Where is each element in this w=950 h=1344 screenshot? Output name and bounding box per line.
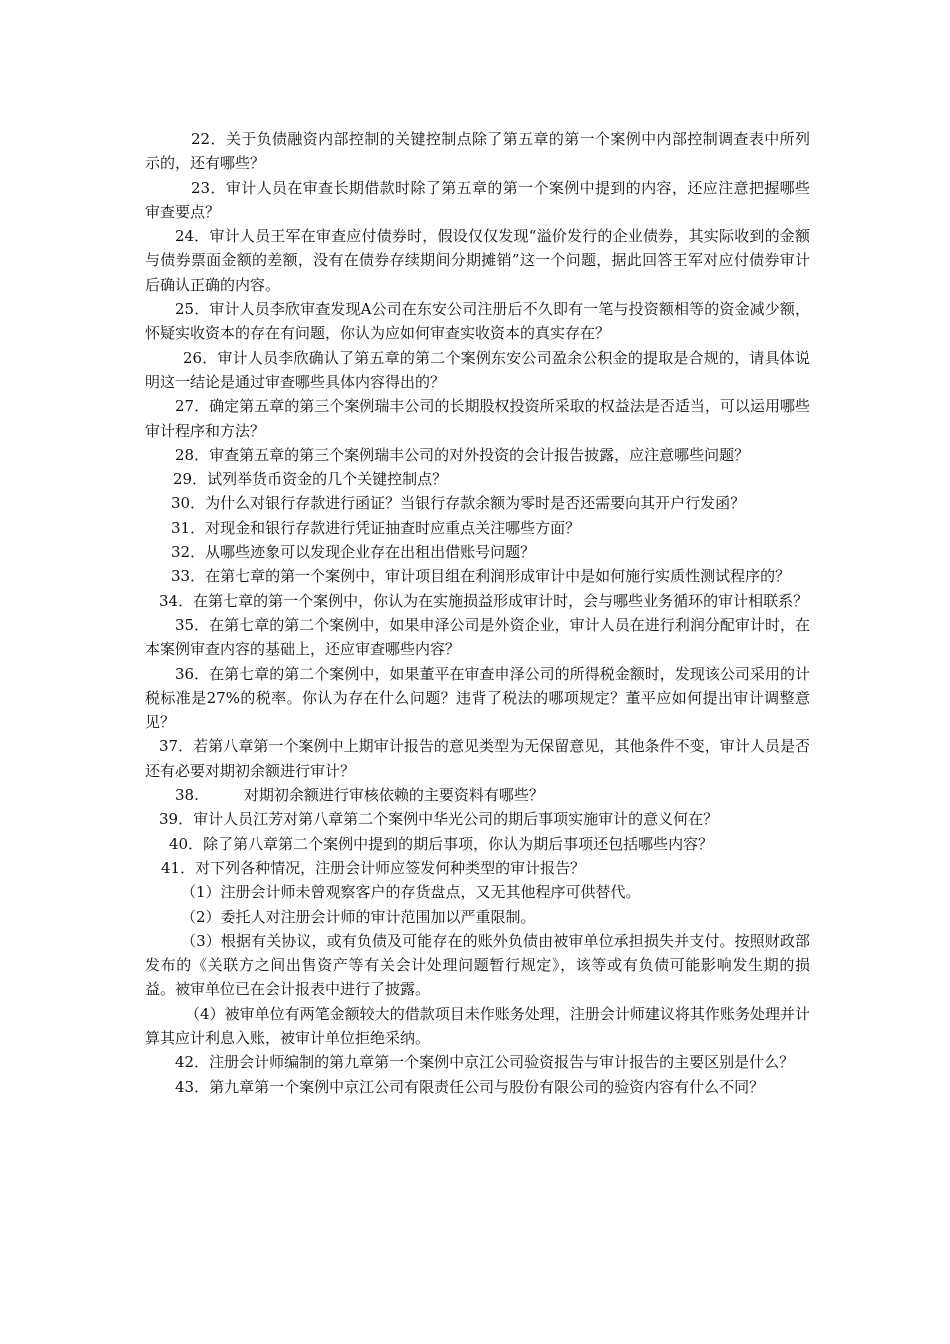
question-paragraph: 40．除了第八章第二个案例中提到的期后事项，你认为期后事项还包括哪些内容？	[169, 834, 714, 853]
question-paragraph: （2）委托人对注册会计师的审计范围加以严重限制。	[181, 907, 536, 926]
question-paragraph: 42．注册会计师编制的第九章第一个案例中京江公司验资报告与审计报告的主要区别是什么？	[175, 1053, 795, 1072]
question-paragraph: 37．若第八章第一个案例中上期审计报告的意见类型为无保留意见，其他条件不变，审计人员是否还有必要对期初余额进行审计？	[145, 737, 810, 780]
question-paragraph: 39．审计人员江芳对第八章第二个案例中华光公司的期后事项实施审计的意义何在？	[159, 810, 719, 829]
question-paragraph: 28．审查第五章的第三个案例瑞丰公司的对外投资的会计报告披露，应注意哪些问题？	[175, 445, 750, 464]
question-paragraph: 34．在第七章的第一个案例中，你认为在实施损益形成审计时，会与哪些业务循环的审计相联系？	[159, 591, 809, 610]
question-paragraph: 24．审计人员王军在审查应付债券时，假设仅仅发现“溢价发行的企业债券，其实际收到的金额与债券票面金额的差额，没有在债券存续期间分期摊销”这一个问题，据此回答王军对应付债券审计后确认正确的内容。	[145, 227, 810, 294]
document-body	[145, 127, 810, 1099]
question-paragraph: 25．审计人员李欣审查发现A公司在东安公司注册后不久即有一笔与投资额相等的资金减少额，怀疑实收资本的存在有问题，你认为应如何审查实收资本的真实存在？	[145, 300, 810, 343]
question-paragraph: 30．为什么对银行存款进行函证？当银行存款余额为零时是否还需要向其开户行发函？	[171, 494, 746, 513]
question-paragraph: 26．审计人员李欣确认了第五章的第二个案例东安公司盈余公积金的提取是合规的，请具体说明这一结论是通过审查哪些具体内容得出的？	[145, 348, 810, 391]
question-paragraph: （3）根据有关协议，或有负债及可能存在的账外负债由被审单位承担损失并支付。按照财政部发布的《关联方之间出售资产等有关会计处理问题暂行规定》，该等或有负债可能影响发生期的损益。被审单位已在会计报表中进行了披露。	[145, 931, 810, 999]
question-paragraph: 33．在第七章的第一个案例中，审计项目组在利润形成审计中是如何施行实质性测试程序的？	[171, 567, 791, 586]
question-paragraph: （4）被审单位有两笔金额较大的借款项目未作账务处理，注册会计师建议将其作账务处理并计算其应计利息入账，被审计单位拒绝采纳。	[145, 1004, 810, 1047]
question-paragraph: 27．确定第五章的第三个案例瑞丰公司的长期股权投资所采取的权益法是否适当，可以运用哪些审计程序和方法？	[145, 397, 810, 440]
question-paragraph: 36．在第七章的第二个案例中，如果董平在审查申泽公司的所得税金额时，发现该公司采用的计税标准是27%的税率。你认为存在什么问题？违背了税法的哪项规定？董平应如何提出审计调整意见？	[145, 664, 810, 732]
question-paragraph: 35．在第七章的第二个案例中，如果申泽公司是外资企业，审计人员在进行利润分配审计时，在本案例审查内容的基础上，还应审查哪些内容？	[145, 615, 810, 659]
question-paragraph: 32．从哪些迹象可以发现企业存在出租出借账号问题？	[171, 543, 536, 562]
question-paragraph: （1）注册会计师未曾观察客户的存货盘点，又无其他程序可供替代。	[181, 883, 641, 902]
question-paragraph: 29．试列举货币资金的几个关键控制点？	[173, 470, 448, 489]
question-paragraph: 22．关于负债融资内部控制的关键控制点除了第五章的第一个案例中内部控制调查表中所列示的，还有哪些？	[145, 130, 810, 173]
question-paragraph: 41．对下列各种情况，注册会计师应签发何种类型的审计报告？	[161, 858, 586, 877]
question-paragraph: 38. 对期初余额进行审核依赖的主要资料有哪些？	[175, 786, 544, 805]
question-paragraph: 31．对现金和银行存款进行凭证抽查时应重点关注哪些方面？	[171, 518, 581, 537]
question-paragraph: 23．审计人员在审查长期借款时除了第五章的第一个案例中提到的内容，还应注意把握哪些审查要点？	[145, 178, 810, 221]
question-paragraph: 43．第九章第一个案例中京江公司有限责任公司与股份有限公司的验资内容有什么不同？	[175, 1077, 765, 1096]
